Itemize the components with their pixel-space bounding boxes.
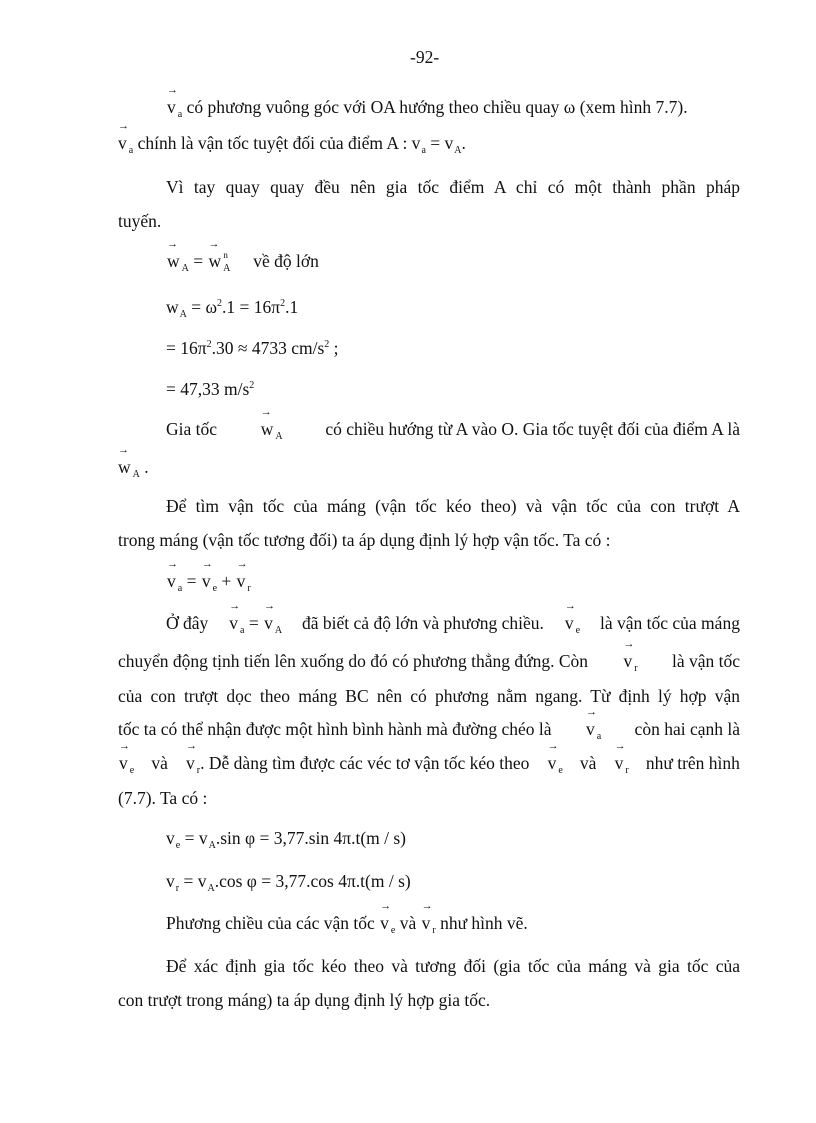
text-line: chuyển động tịnh tiến lên xuống do đó có phương thẳng đứng. Còn → v $_r$ là vận tốc <box>118 650 740 672</box>
vector-w: → w <box>209 250 222 272</box>
vector-v: → v <box>237 570 246 592</box>
equation: → w $_A$ = → w $_A^n$ về độ lớn <box>166 250 319 272</box>
text-line: con trượt trong máng) ta áp dụng định lý hợp gia tốc. <box>118 990 491 1010</box>
text-line: Gia tốc → w $_A$ có chiều hướng từ A vào O. Gia tốc tuyệt đối của điểm A là <box>166 418 740 440</box>
text-line: của con trượt dọc theo máng BC nên có phương nằm ngang. Từ định lý hợp vận <box>118 686 740 706</box>
text-line: Để tìm vận tốc của máng (vận tốc kéo theo) và vận tốc của con trượt A <box>166 496 740 516</box>
text-line: → v $_a$ chính là vận tốc tuyệt đối của điểm A : $v_a = v_A$. <box>117 132 466 154</box>
vector-v: → v <box>167 570 176 592</box>
vector-w: → w <box>167 250 180 272</box>
equation: = $16\pi^2.30 \approx 4733$ $cm/s^2$ ; <box>166 338 339 358</box>
vector-v: → v <box>118 132 127 154</box>
text-line: → w $_A$ . <box>117 456 149 478</box>
text-line: tuyến. <box>118 211 162 231</box>
page-number: -92- <box>410 47 440 67</box>
text-line: trong máng (vận tốc tương đối) ta áp dụng định lý hợp vận tốc. Ta có : <box>118 530 611 550</box>
text-line: Vì tay quay quay đều nên gia tốc điểm A chỉ có một thành phần pháp <box>166 177 740 197</box>
text-line: Ở đây → v $_a$ = → v $_A$ đã biết cả độ lớn và phương chiều. → v $_e$ là vận tốc của máng <box>166 612 740 634</box>
vector-w: → w <box>118 456 131 478</box>
equation: → v $_a$ = → v $_e$ + → v $_r$ <box>166 570 251 592</box>
text-line: → v $_e$ và → v $_r$. Dễ dàng tìm được các véc tơ vận tốc kéo theo → v $_e$ và → v $_r$ như trên hình <box>118 752 740 774</box>
equation: = 47,33 $m/s^2$ <box>166 379 255 399</box>
text-line: Để xác định gia tốc kéo theo và tương đối (gia tốc của máng và gia tốc của <box>166 956 740 976</box>
equation: $v_r = v_A.\cos$ φ = 3,77.cos 4π.t(m / s) <box>166 871 411 894</box>
text-line: Phương chiều của các vận tốc → v $_e$ và → v $_r$ như hình vẽ. <box>166 912 528 934</box>
vector-v: → v <box>167 96 176 118</box>
vector-v: → v <box>202 570 211 592</box>
text-line: (7.7). Ta có : <box>118 788 208 808</box>
equation: $w_A = \omega^2.1 = 16\pi^2.1$ <box>166 297 299 320</box>
text-line: → v $_a$ có phương vuông góc với OA hướng theo chiều quay ω (xem hình 7.7). <box>166 96 688 118</box>
vector-w: → w <box>261 418 274 440</box>
text-line: tốc ta có thể nhận được một hình bình hành mà đường chéo là → v $_a$ còn hai cạnh là <box>118 718 740 740</box>
equation: $v_e = v_A.\sin$ φ = 3,77.sin 4π.t(m / s) <box>166 828 407 851</box>
